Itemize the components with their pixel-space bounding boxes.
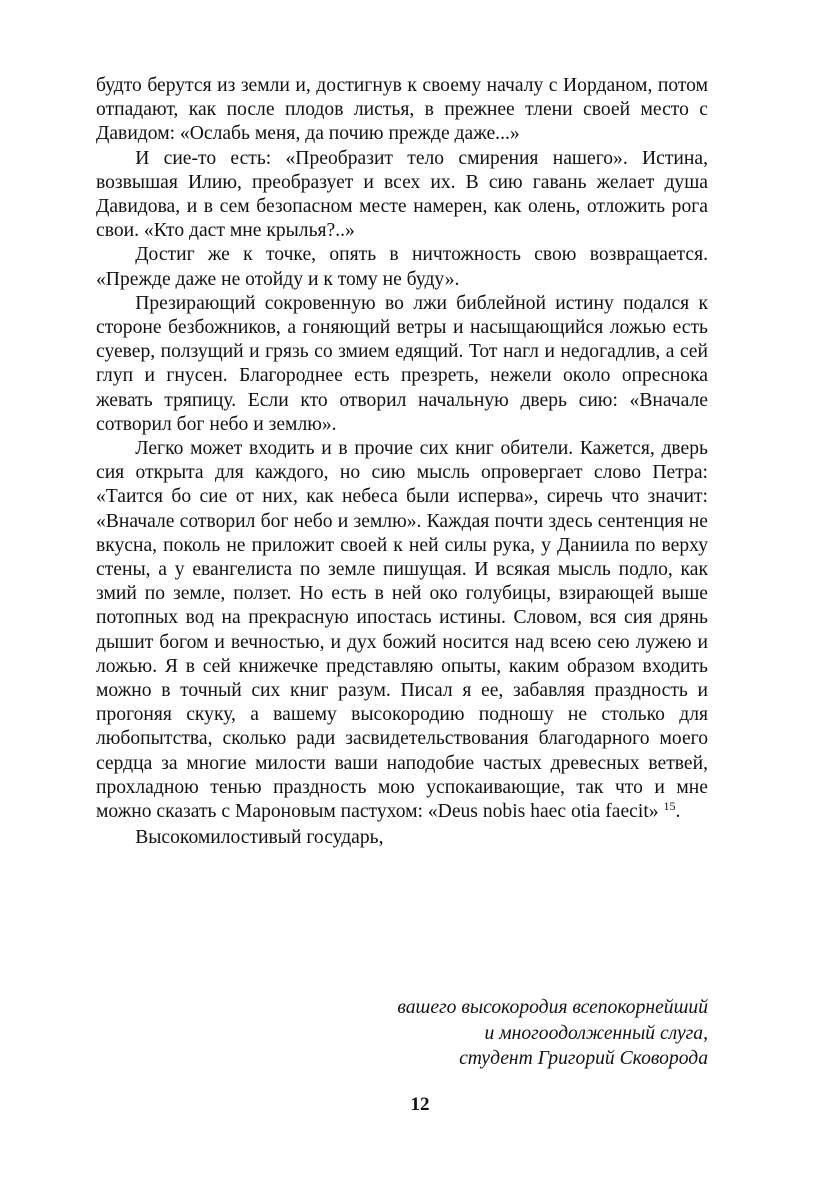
paragraph-3: Достиг же к точке, опять в ничтожность свою возвращается. «Прежде даже не отойду и к тому не буду». [96, 244, 708, 290]
paragraph-1: будто берутся из земли и, достигнув к своему началу с Иорданом, потом отпадают, как после плодов листья, в прежнее тлени своей место с Давидом: «Ослабь меня, да почию прежде даже...» [96, 75, 708, 145]
signature-line-2: и многоодолженный слуга, [484, 1022, 708, 1044]
paragraph-2: И сие-то есть: «Преобразит тело смирения нашего». Истина, возвышая Илию, преобразует и всех их. В сию гавань желает душа Давидова, и в сем безопасном месте намерен, как олень, отложить рога свои. «Кто даст мне крылья?..» [96, 147, 708, 242]
closing-punct: . [675, 801, 681, 823]
footnote-ref: 15 [663, 799, 676, 814]
paragraph-5-text: Легко может входить и в прочие сих книг обители. Кажется, дверь сия открыта для каждого, но сию мысль опровергает слово Петра: «Таится бо сие от них, как небеса были исперва», сиречь что значит: «Вначале сотворил бог небо и землю». Каждая почти здесь сентенция не вкусна, поколь не приложит своей к ней силы рука, у Даниила по верху стены, а у евангелиста по земле пишущая. И всякая мысль подло, как змий по земле, ползет. Но есть в ней око голубицы, взирающей выше потопных вод на прекрасную ипостась истины. Словом, вся сия дрянь дышит богом и вечностью, и дух божий носится над всею сею лужею и ложью. Я в сей книжечке представляю опыты, каким образом входить можно в точный сих книг разум. Писал я ее, забавляя праздность и прогоняя скуку, а вашему высокородию подношу не столько для любопытства, сколько ради засвидетельствования благодарного моего сердца за многие милости ваши наподобие частых древесных ветвей, прохладною тенью праздность мою успокаивающие, так что и мне можно сказать с Мароновым пастухом: «Deus nobis haec otia faecit» [96, 438, 708, 823]
page-body [96, 74, 708, 851]
page-number: 12 [410, 1094, 430, 1115]
salutation: Высокомилостивый государь, [135, 827, 384, 849]
signature-block [96, 995, 708, 1072]
paragraph-5 [96, 437, 708, 824]
signature-line-3: студент Григорий Сковорода [459, 1048, 708, 1070]
paragraph-4: Презирающий сокровенную во лжи библейной истину подался к стороне безбожников, а гоняющий ветры и насыщающийся ложью есть суевер, ползущий и грязь со змием едящий. Тот нагл и недогадлив, а сей глуп и гнусен. Благороднее есть презреть, нежели около опреснока жевать тряпицу. Если кто отворил начальную дверь сию: «Вначале сотворил бог небо и землю». [96, 292, 708, 435]
signature-line-1: вашего высокородия всепокорнейший [397, 997, 708, 1018]
